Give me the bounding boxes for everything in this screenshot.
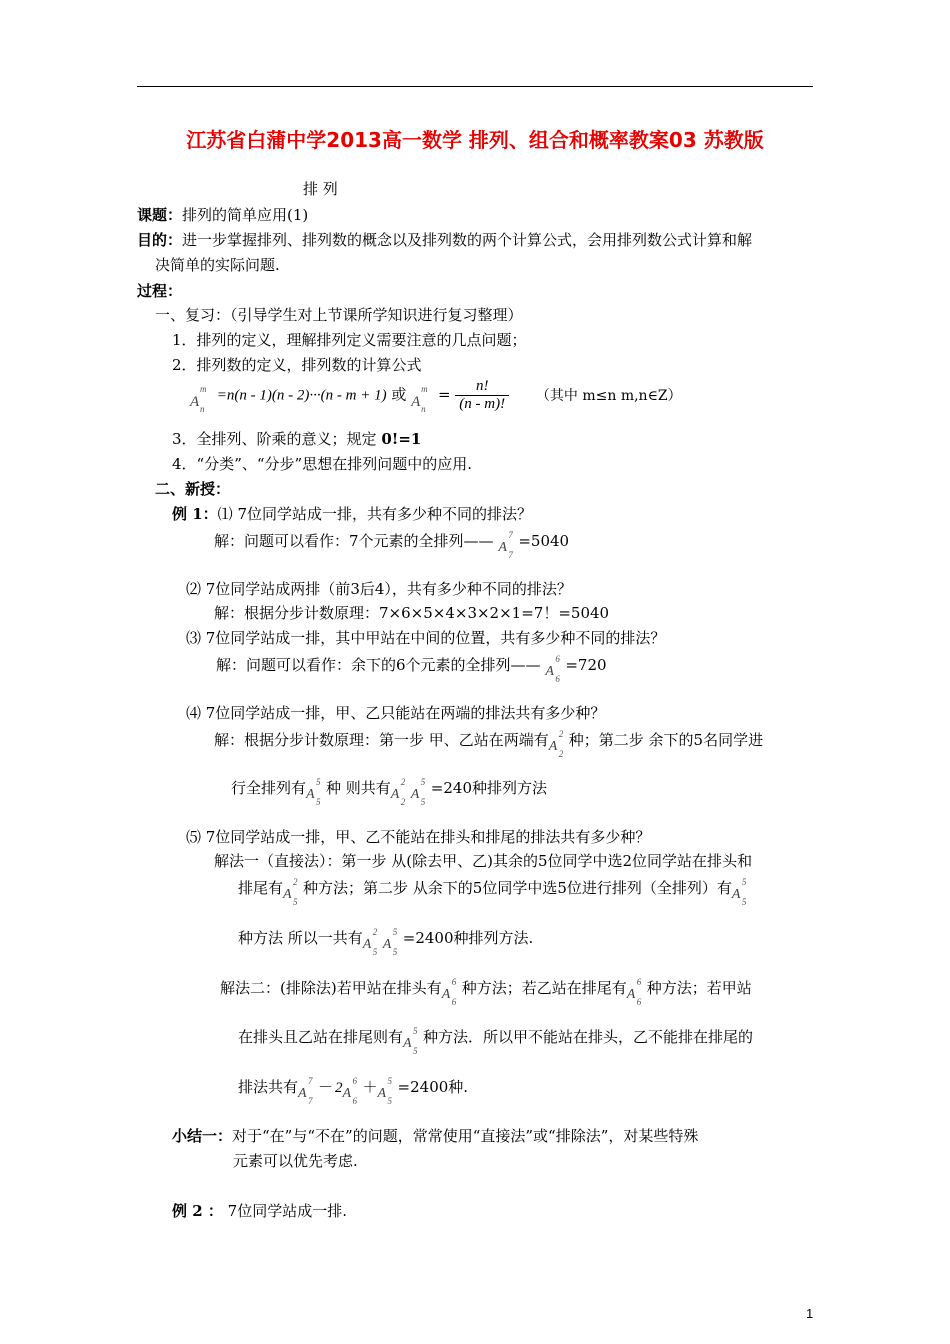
symbol-A-6-6b: A 6 6 [441,977,457,1007]
method-1-line3: 种方法 所以一共有 A 2 5 A 5 5 =2400种排列方法. [238,927,534,957]
topic-label: 课题： [137,206,183,224]
example-1-s4-line1: 解：根据分步计数原理：第一步 甲、乙站在两端有 A 2 2 种；第二步 余下的5名同学进 [214,729,764,759]
symbol-A-6-6c: A 6 6 [626,977,642,1007]
example-2: 例 2 ： 7位同学站成一排. [172,1202,347,1220]
page-number: 1 [806,1306,814,1321]
example-1-label: 例 1： [172,505,218,523]
summary-line1: 小结一：对于“在”与“不在”的问题，常常使用“直接法”或“排除法”，对某些特殊 [172,1127,699,1145]
formula-fraction: $\frac{n!}{(n - m)!}$ [455,378,509,413]
symbol-A-5-5e: A 5 5 [403,1026,418,1056]
section-subtitle: 排 列 [303,180,338,198]
goal-line-1 [137,229,752,250]
symbol-A-7-7: A 7 7 [498,530,513,560]
example-1-s2: 解：根据分步计数原理：7×6×5×4×3×2×1=7！=5040 [214,604,610,622]
symbol-A-n-m: A m n [190,383,207,414]
symbol-A-7-7b: A 7 7 [298,1076,313,1106]
symbol-A-5-5d: A 5 5 [382,927,398,957]
symbol-A-2-2b: A 2 2 [390,777,406,807]
review-item-1: 1．排列的定义，理解排列定义需要注意的几点问题； [172,331,527,349]
factorial-rule: 0!=1 [381,430,422,448]
review-item-4: 4．“分类”、“分步”思想在排列问题中的应用. [172,455,472,473]
example-1-s4-line2: 行全排列有 A 5 5 种 则共有 A 2 2 A 5 5 =240种排列方法 [231,777,547,807]
method-1-line2: 排尾有 A 2 5 种方法；第二步 从余下的5位同学中选5位进行排列（全排列）有 A 5 5 [238,877,752,901]
new-heading: 二、新授： [155,480,231,498]
symbol-A-6-6: A 6 6 [545,654,560,684]
symbol-A-n-m-2: A m n [411,383,428,414]
summary-line2: 元素可以优先考虑. [233,1152,358,1170]
topic-line [137,204,308,225]
method-2-line1: 解法二：(排除法)若甲站在排头有 A 6 6 种方法；若乙站在排尾有 A 6 6 种方法；若甲站 [220,977,752,1007]
example-1-s3: 解：问题可以看作：余下的6个元素的全排列—— A 6 6 =720 [216,654,607,684]
symbol-A-5-2b: A 2 5 [362,927,378,957]
example-1-s1: 解：问题可以看作：7个元素的全排列—— A 7 7 =5040 [214,530,570,560]
goal-text-1: 进一步掌握排列、排列数的概念以及排列数的两个计算公式，会用排列数公式计算和解 [182,231,753,249]
symbol-A-5-5c: A 5 5 [731,877,747,907]
document-title: 江苏省白蒲中学2013高一数学 排列、组合和概率教案03 苏教版 [186,128,764,152]
topic-text: 排列的简单应用(1) [182,206,309,224]
review-item-3: 3．全排列、阶乘的意义；规定 0!=1 [172,430,422,448]
goal-line-2: 决简单的实际问题. [155,256,280,274]
formula-product: =n(n - 1)(n - 2)···(n - m + 1) [216,387,387,404]
goal-label: 目的： [137,231,183,249]
method-2-line3: 排法共有 A 7 7 － 2 A 6 6 ＋ A 5 5 =2400种. [238,1076,469,1106]
symbol-A-5-5f: A 5 5 [377,1076,393,1106]
formula-condition: （其中 m≤n m,n∈Z） [535,387,682,404]
process-label: 过程： [137,282,183,300]
symbol-A-5-2: A 2 5 [283,877,298,907]
symbol-A-2-2: A 2 2 [548,729,564,759]
summary-label: 小结一： [172,1127,233,1145]
example-2-label: 例 2 ： [172,1202,223,1220]
symbol-A-6-6d: A 6 6 [342,1076,358,1106]
formula-or: 或 [391,385,407,404]
method-1-line1: 解法一（直接法）：第一步 从(除去甲、乙)其余的5位同学中选2位同学站在排头和 [214,852,753,870]
permutation-formula [190,378,682,418]
example-1-q2: ⑵ 7位同学站成两排（前3后4），共有多少种不同的排法？ [186,580,572,598]
formula-eq: = [437,385,451,404]
example-1-q1: 例 1：⑴ 7位同学站成一排，共有多少种不同的排法？ [172,505,532,523]
symbol-A-5-5b: A 5 5 [410,777,426,807]
method-2-line2: 在排头且乙站在排尾则有 A 5 5 种方法．所以甲不能站在排头，乙不能排在排尾的 [238,1026,754,1056]
review-heading: 一、复习：（引导学生对上节课所学知识进行复习整理） [155,306,523,324]
symbol-A-5-5: A 5 5 [306,777,321,807]
header-rule [137,86,813,87]
example-1-q4: ⑷ 7位同学站成一排，甲、乙只能站在两端的排法共有多少种？ [186,704,606,722]
example-1-q5: ⑸ 7位同学站成一排，甲、乙不能站在排头和排尾的排法共有多少种？ [186,828,651,846]
review-item-2: 2．排列数的定义，排列数的计算公式 [172,356,422,374]
example-1-q3: ⑶ 7位同学站成一排，其中甲站在中间的位置，共有多少种不同的排法？ [186,629,666,647]
